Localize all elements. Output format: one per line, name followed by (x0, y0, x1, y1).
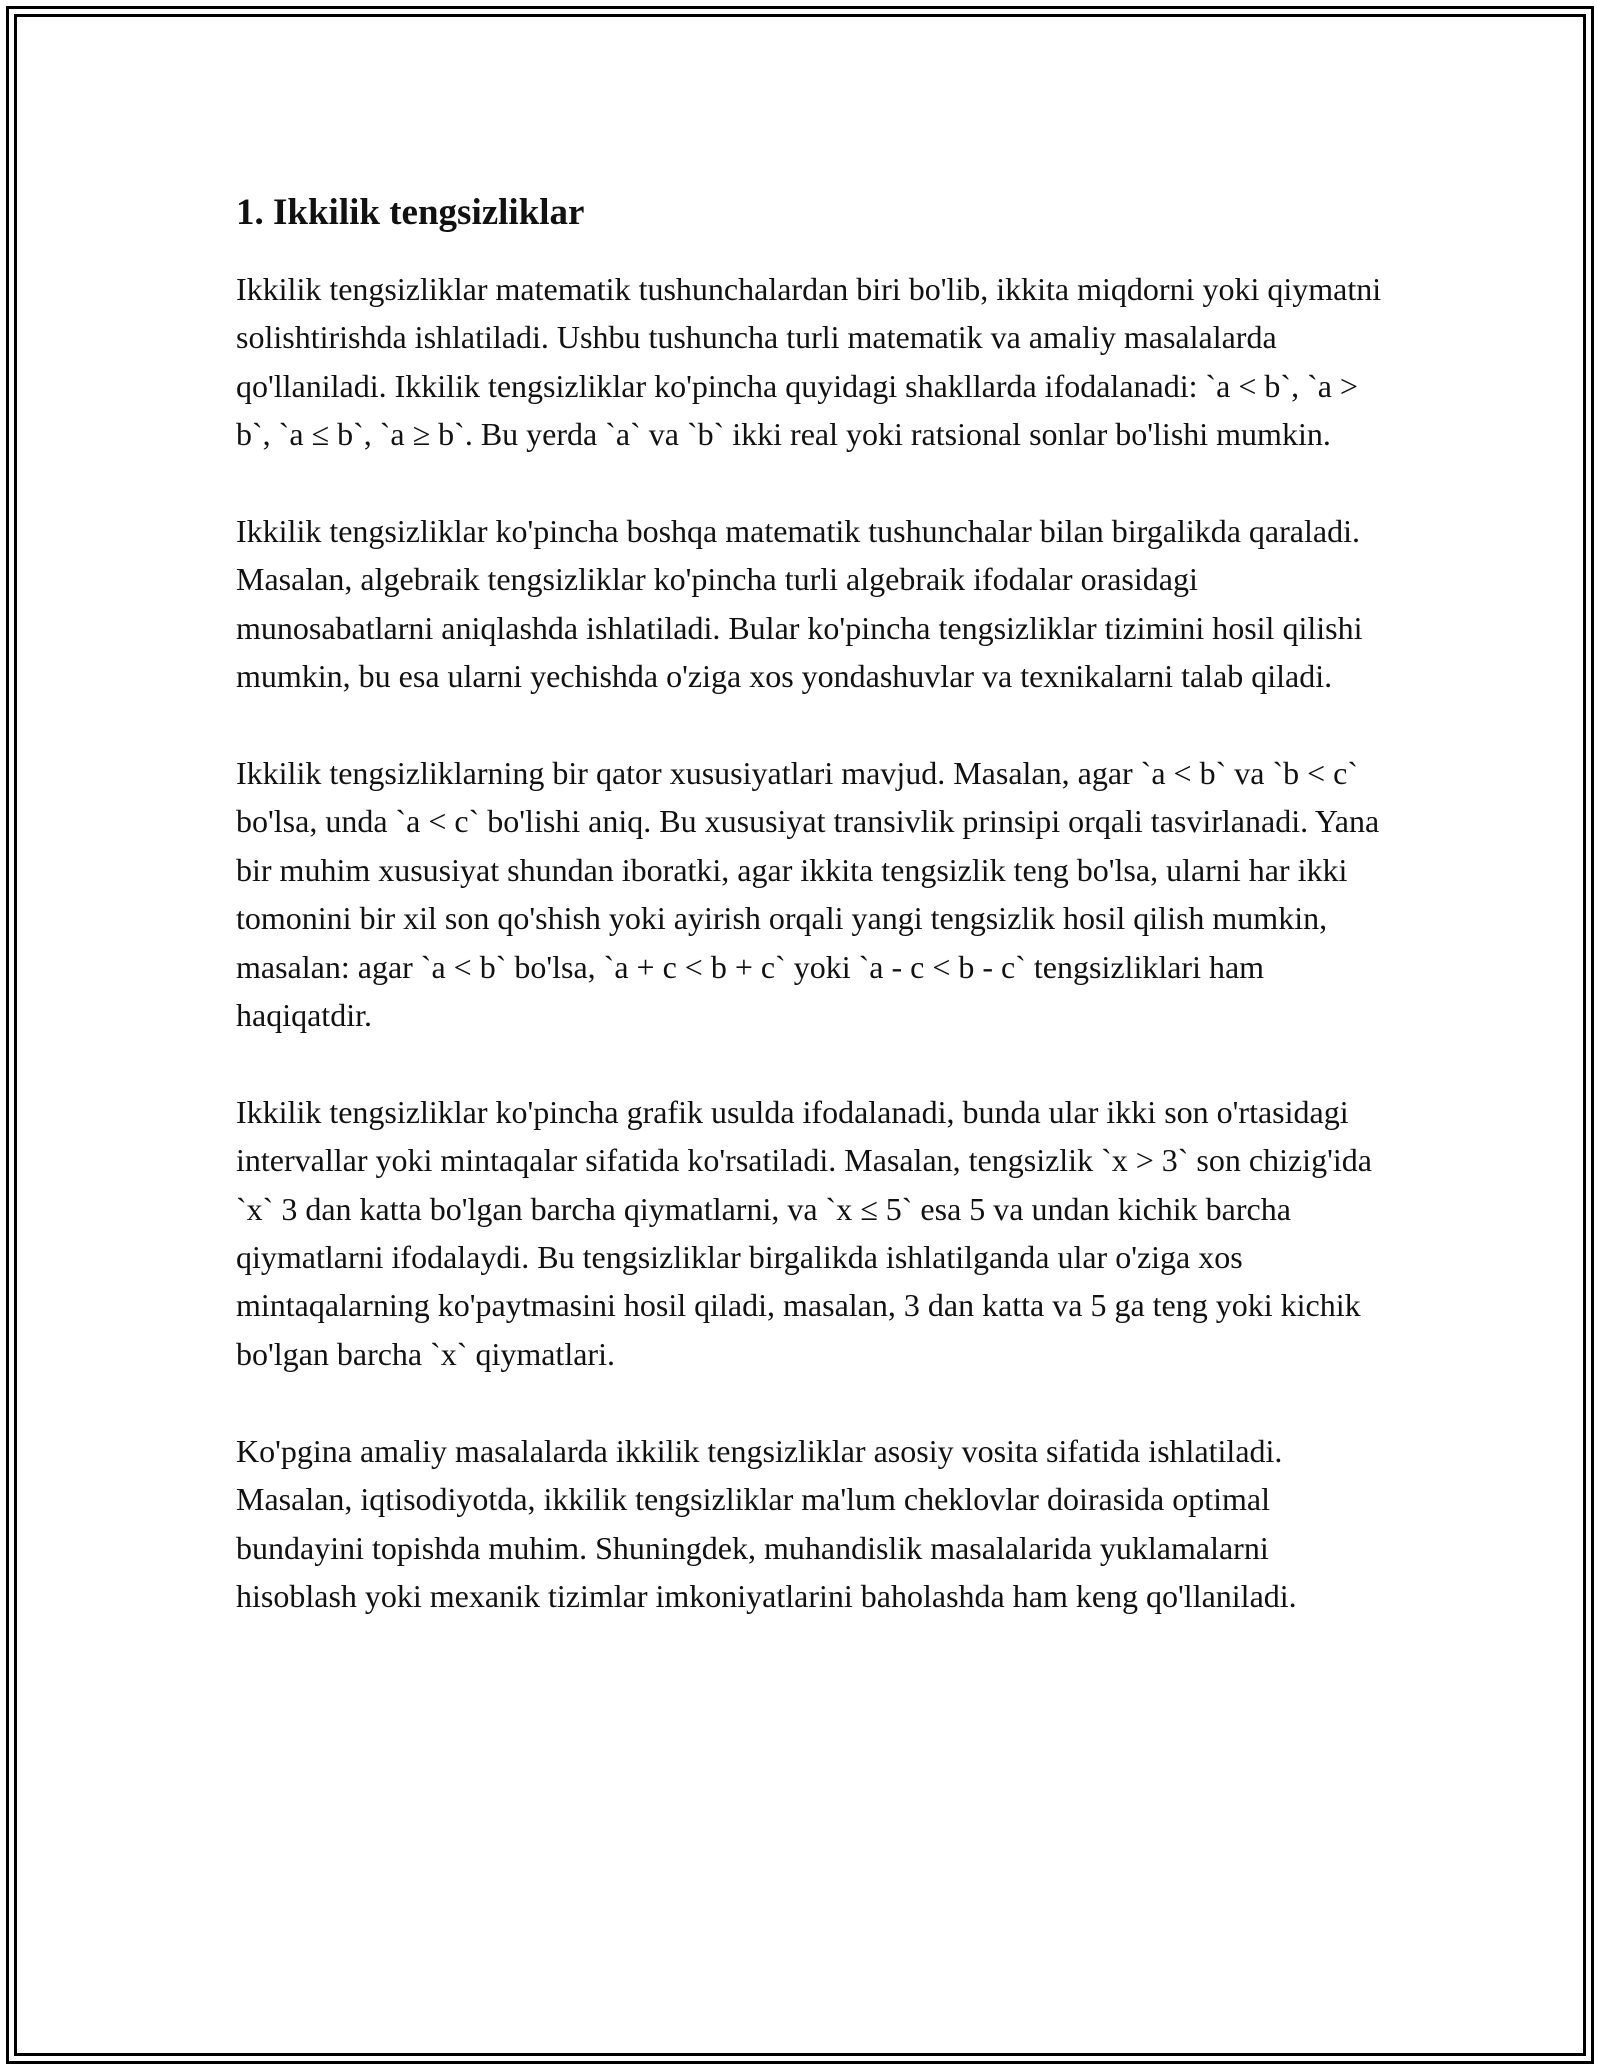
paragraph-3: Ikkilik tengsizliklarning bir qator xususiyatlari mavjud. Masalan, agar `a < b` va `b < c` bo'lsa, unda `a < c` bo'lishi aniq. Bu xususiyat transivlik prinsipi orqali tasvirlanadi. Yana bir muhim xususiyat shundan iboratki, agar ikkita tengsizlik teng bo'lsa, ularni har ikki tomonini bir xil son qo'shish yoki ayirish orqali yangi tengsizlik hosil qilish mumkin, masalan: agar `a < b` bo'lsa, `a + c < b + c` yoki `a - c < b - c` tengsizliklari ham haqiqatdir. (236, 755, 1380, 1034)
section-title: 1. Ikkilik tengsizliklar (236, 192, 585, 233)
paragraph-5: Ko'pgina amaliy masalalarda ikkilik tengsizliklar asosiy vosita sifatida ishlatiladi. Masalan, iqtisodiyotda, ikkilik tengsizliklar ma'lum cheklovlar doirasida optimal bundayini topishda muhim. Shuningdek, muhandislik masalalarida yuklamalarni hisoblash yoki mexanik tizimlar imkoniyatlarini baholashda ham keng qo'llaniladi. (236, 1432, 1297, 1614)
document-body (236, 185, 1386, 1669)
paragraph-2: Ikkilik tengsizliklar ko'pincha boshqa matematik tushunchalar bilan birgalikda qaraladi. Masalan, algebraik tengsizliklar ko'pincha turli algebraik ifodalar orasidagi munosabatlarni aniqlashda ishlatiladi. Bular ko'pincha tengsizliklar tizimini hosil qilishi mumkin, bu esa ularni yechishda o'ziga xos yondashuvlar va texnikalarni talab qiladi. (236, 513, 1363, 695)
paragraph-1: Ikkilik tengsizliklar matematik tushunchalardan biri bo'lib, ikkita miqdorni yoki qiymatni solishtirishda ishlatiladi. Ushbu tushuncha turli matematik va amaliy masalalarda qo'llaniladi. Ikkilik tengsizliklar ko'pincha quyidagi shakllarda ifodalanadi: `a < b`, `a > b`, `a ≤ b`, `a ≥ b`. Bu yerda `a` va `b` ikki real yoki ratsional sonlar bo'lishi mumkin. (236, 271, 1382, 453)
paragraph-4: Ikkilik tengsizliklar ko'pincha grafik usulda ifodalanadi, bunda ular ikki son o'rtasidagi intervallar yoki mintaqalar sifatida ko'rsatiladi. Masalan, tengsizlik `x > 3` son chizig'ida `x` 3 dan katta bo'lgan barcha qiymatlarni, va `x ≤ 5` esa 5 va undan kichik barcha qiymatlarni ifodalaydi. Bu tengsizliklar birgalikda ishlatilganda ular o'ziga xos mintaqalarning ko'paytmasini hosil qiladi, masalan, 3 dan katta va 5 ga teng yoki kichik bo'lgan barcha `x` qiymatlari. (236, 1093, 1372, 1372)
